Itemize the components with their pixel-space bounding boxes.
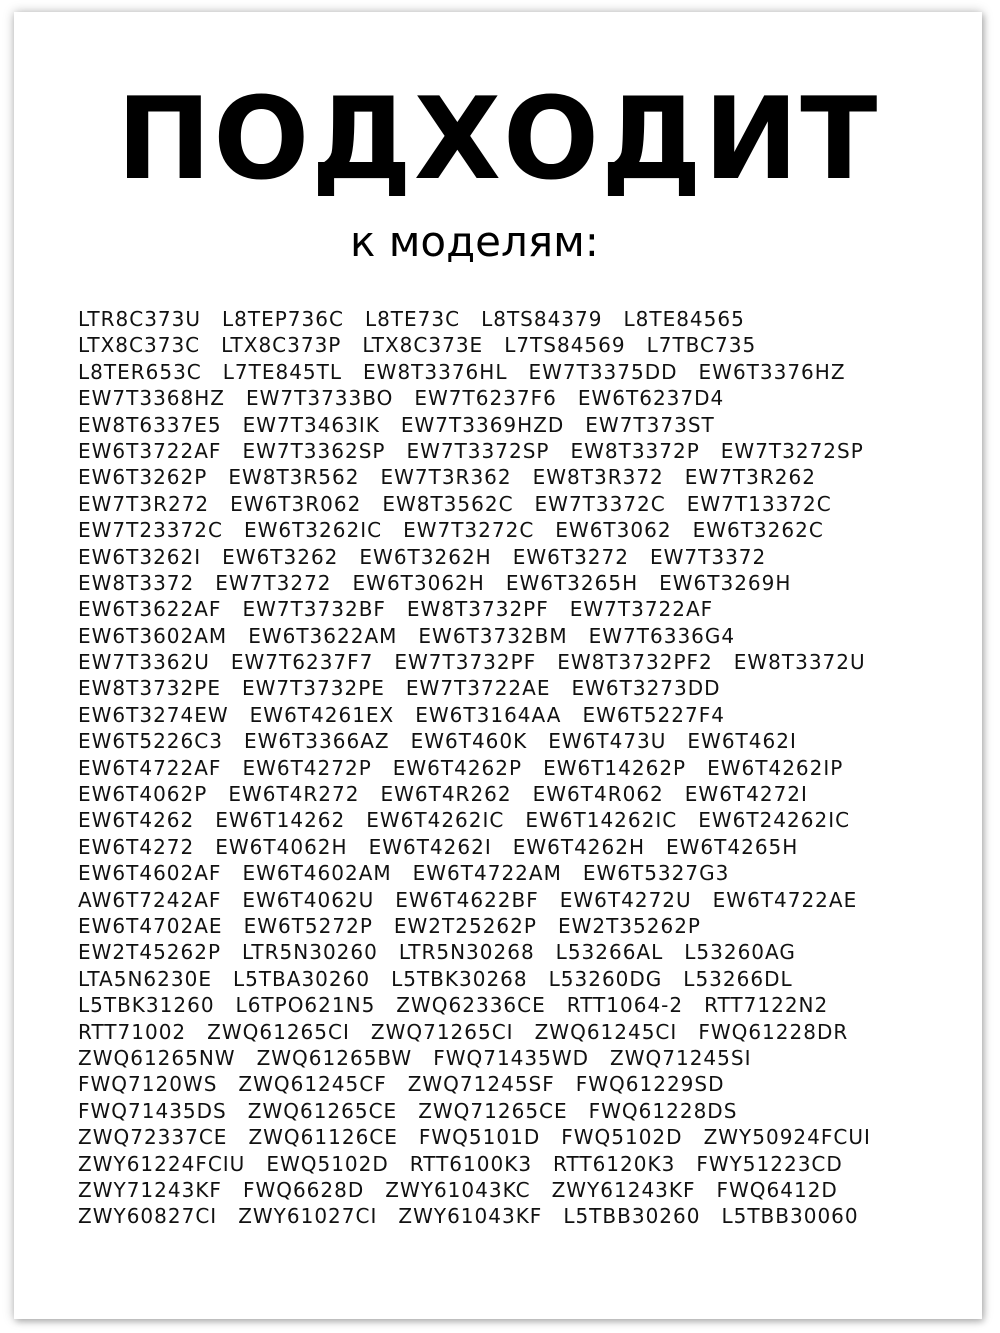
model-code: L7TE845TL [222,359,343,384]
model-row [78,1071,958,1097]
model-code: LTX8C373E [362,333,484,358]
model-code: EW6T14262IC [525,808,678,833]
model-code: EW6T3062 [555,518,672,543]
model-code: EW6T4702AE [78,913,223,938]
model-code: EW6T5226C3 [78,729,223,754]
model-code: EW6T4602AF [78,861,222,886]
model-row [78,385,958,411]
model-row [78,1019,958,1045]
model-code: EW6T3262 [222,544,339,569]
model-code: EW6T4622BF [395,887,539,912]
model-code: ZWQ61265CI [207,1019,350,1044]
model-code: EW6T4R272 [228,782,360,807]
model-code: EW6T460K [410,729,528,754]
model-code: EW6T3262I [78,544,202,569]
model-code: LTX8C373P [221,333,342,358]
model-code: L5TBK31260 [78,993,215,1018]
model-code: EW7T13372C [686,491,832,516]
model-code: EW6T3R062 [230,491,362,516]
model-code: LTR8C373U [78,307,202,331]
model-code: EW7T3732PE [241,676,385,701]
model-code: L5TBA30260 [232,966,371,991]
model-code: EW7T3272SP [720,438,864,463]
model-code: FWQ71435WD [433,1045,590,1070]
model-code: ZWQ71245SI [610,1045,752,1070]
model-code: L53266AL [555,940,664,965]
model-code: FWQ7120WS [78,1072,218,1097]
model-code: RTT6100K3 [409,1151,533,1176]
model-code: EW7T3R362 [380,465,512,490]
model-row [78,887,958,913]
model-code: L8TE84565 [623,307,745,331]
model-code: EW7T3733BO [246,386,394,411]
model-code: ZWQ61245CI [534,1019,678,1044]
model-code: EWQ5102D [266,1151,389,1176]
model-code: EW7T6237F7 [230,650,374,675]
model-code: EW8T3562C [382,491,514,516]
model-code: EW6T4272U [559,887,692,912]
model-code: EW6T4062U [242,887,375,912]
model-code: EW6T4261EX [249,702,395,727]
model-row [78,1203,958,1229]
model-code: EW6T5272P [243,913,373,938]
model-code: RTT6120K3 [553,1151,676,1176]
model-code: EW7T3375DD [528,359,678,384]
model-code: EW6T4272P [242,755,372,780]
model-code: RTT71002 [78,1019,187,1044]
model-code: EW6T4R062 [532,782,664,807]
model-row [78,966,958,992]
model-row [78,913,958,939]
model-code: EW6T3274EW [78,702,229,727]
model-code: FWQ6412D [716,1177,838,1202]
model-code: AW6T7242AF [78,887,222,912]
model-code: L53260DG [548,966,663,991]
poster-card [14,12,982,1319]
model-code: EW6T4722AF [78,755,222,780]
model-code: EW6T3273DD [571,676,721,701]
model-code: ZWQ71265CI [370,1019,514,1044]
model-code: ZWY61043KF [398,1204,543,1229]
model-code: ZWY61043KC [385,1177,531,1202]
model-code: EW6T4062P [78,782,208,807]
model-code: EW8T3732PF2 [557,650,713,675]
model-code: EW6T4262IC [366,808,505,833]
model-row [78,755,958,781]
model-code: EW2T45262P [78,940,222,965]
model-code: ZWY71243KF [78,1177,222,1202]
model-code: EW6T3269H [659,570,792,595]
model-code: EW6T24262IC [698,808,851,833]
model-row [78,649,958,675]
model-code: FWQ61228DR [698,1019,849,1044]
model-code: LTR5N30260 [242,940,378,965]
model-code: EW8T3372 [78,570,195,595]
model-code: EW8T3R562 [228,465,360,490]
model-code: EW7T3463IK [242,412,380,437]
model-code: ZWQ72337CE [78,1125,228,1150]
model-row [78,570,958,596]
model-code: FWY51223CD [696,1151,843,1176]
model-code: EW6T3722AF [78,438,222,463]
model-code: EW7T3722AF [569,597,714,622]
model-code: EW8T3372P [570,438,700,463]
model-row [78,939,958,965]
model-code: EW7T3732BF [242,597,386,622]
model-code: ZWQ62336CE [396,993,546,1018]
model-code: FWQ61228DS [588,1098,738,1123]
model-code: EW6T3262C [692,518,824,543]
model-code: L8TER653C [78,359,202,384]
model-code: EW6T4262I [368,834,492,859]
model-code: EW6T462I [687,729,797,754]
model-code: EW6T5327G3 [582,861,730,886]
model-code: EW6T4262H [512,834,646,859]
model-code: FWQ5101D [418,1125,541,1150]
model-row [78,807,958,833]
model-code: ZWY61027CI [238,1204,378,1229]
model-code: EW7T3R262 [684,465,816,490]
model-code: EW6T6237D4 [577,386,725,411]
model-code: EW8T3372U [733,650,866,675]
model-code: ZWQ71265CE [418,1098,568,1123]
model-row [78,464,958,490]
model-code: LTX8C373C [78,333,201,358]
model-code: EW6T3732BM [418,623,568,648]
model-row [78,359,958,385]
model-code: EW7T3368HZ [78,386,225,411]
model-row [78,412,958,438]
model-code: EW6T3265H [505,570,639,595]
model-code: FWQ6628D [242,1177,365,1202]
model-code: L53260AG [684,940,796,965]
model-row [78,438,958,464]
model-code: EW7T3369HZD [400,412,565,437]
model-code: EW8T3R372 [532,465,664,490]
model-code: FWQ61229SD [575,1072,725,1097]
model-row [78,1151,958,1177]
model-code: L8TEP736C [222,307,344,331]
model-code: EW6T4265H [666,834,799,859]
model-code: EW8T3376HL [363,359,508,384]
model-code: EW7T6237F6 [414,386,557,411]
model-code: EW6T3622AF [78,597,222,622]
model-code: ZWQ61265NW [78,1045,236,1070]
model-code: EW8T3732PF [406,597,549,622]
model-code: EW6T3602AM [78,623,228,648]
model-code: L7TS84569 [504,333,626,358]
model-code: FWQ5102D [561,1125,683,1150]
model-code: EW6T3272 [512,544,629,569]
model-code: EW7T23372C [78,518,223,543]
model-code: L7TBC735 [646,333,757,358]
model-row [78,306,958,332]
model-code: EW6T3376HZ [698,359,846,384]
model-code: ZWY60827CI [78,1204,218,1229]
model-code: EW7T3372 [649,544,767,569]
model-code: L8TE73C [364,307,461,331]
model-code: L6TPO621N5 [235,993,376,1018]
model-code: EW6T3262P [78,465,208,490]
model-row [78,332,958,358]
page-subtitle: к моделям: [350,217,599,266]
model-code: EW8T3732PE [78,676,221,701]
model-code: EW2T35262P [557,913,701,938]
model-code: EW7T373ST [585,412,715,437]
model-code: LTR5N30268 [398,940,535,965]
model-row [78,1045,958,1071]
model-code: EW7T3372C [534,491,666,516]
model-code: EW6T4722AE [712,887,858,912]
model-code: EW7T3362U [78,650,210,675]
model-code: EW2T25262P [393,913,537,938]
model-code: L53266DL [683,966,793,991]
model-code: L5TBB30060 [721,1204,859,1229]
model-row [78,675,958,701]
model-code: ZWY61224FCIU [78,1151,246,1176]
model-code: EW6T4R262 [380,782,512,807]
model-code: EW6T3622AM [248,623,398,648]
model-code: FWQ71435DS [78,1098,227,1123]
model-code: EW7T3722AE [405,676,551,701]
model-code: EW7T3732PF [394,650,537,675]
model-code: EW7T6336G4 [588,623,736,648]
model-code: RTT7122N2 [704,993,829,1018]
model-row [78,517,958,543]
model-code: EW6T4262P [392,755,523,780]
model-row [78,860,958,886]
model-list [78,306,958,1230]
model-code: L8TS84379 [481,307,603,331]
model-code: EW6T4722AM [412,861,562,886]
model-row [78,1098,958,1124]
model-code: ZWQ61126CE [248,1125,398,1150]
model-code: EW6T5227F4 [582,702,725,727]
model-code: EW6T3366AZ [243,729,390,754]
model-code: EW7T3272C [403,518,535,543]
model-code: EW6T3164AA [415,702,562,727]
model-row [78,834,958,860]
model-row [78,491,958,517]
model-code: RTT1064-2 [566,993,684,1018]
model-row [78,1124,958,1150]
model-code: EW6T4262IP [707,755,844,780]
model-code: EW6T473U [548,729,667,754]
model-code: EW7T3272 [215,570,332,595]
model-code: EW6T4272I [684,782,808,807]
model-code: EW6T4262 [78,808,195,833]
model-code: EW6T4602AM [242,861,392,886]
model-code: EW6T3062H [352,570,485,595]
model-code: EW7T3372SP [406,438,550,463]
page-title: ПОДХОДИТ [116,73,880,205]
model-row [78,992,958,1018]
model-row [78,623,958,649]
model-code: ZWQ61265BW [256,1045,413,1070]
model-code: LTA5N6230E [78,966,212,991]
model-code: ZWY61243KF [551,1177,696,1202]
model-code: EW8T6337E5 [78,412,222,437]
model-code: L5TBK30268 [391,966,528,991]
model-code: ZWQ61245CF [238,1072,387,1097]
model-row [78,781,958,807]
model-code: ZWQ61265CE [247,1098,398,1123]
model-code: EW6T14262 [215,808,346,833]
model-row [78,544,958,570]
model-code: EW6T4272 [78,834,195,859]
model-code: ZWY50924FCUI [703,1125,871,1150]
model-code: ZWQ71245SF [407,1072,555,1097]
model-code: L5TBB30260 [563,1204,701,1229]
model-code: EW6T14262P [543,755,687,780]
model-code: EW6T3262IC [243,518,383,543]
model-code: EW6T3262H [359,544,492,569]
model-row [78,596,958,622]
model-row [78,1177,958,1203]
model-row [78,702,958,728]
model-code: EW7T3362SP [242,438,386,463]
model-code: EW6T4062H [215,834,348,859]
model-row [78,728,958,754]
model-code: EW7T3R272 [78,491,210,516]
